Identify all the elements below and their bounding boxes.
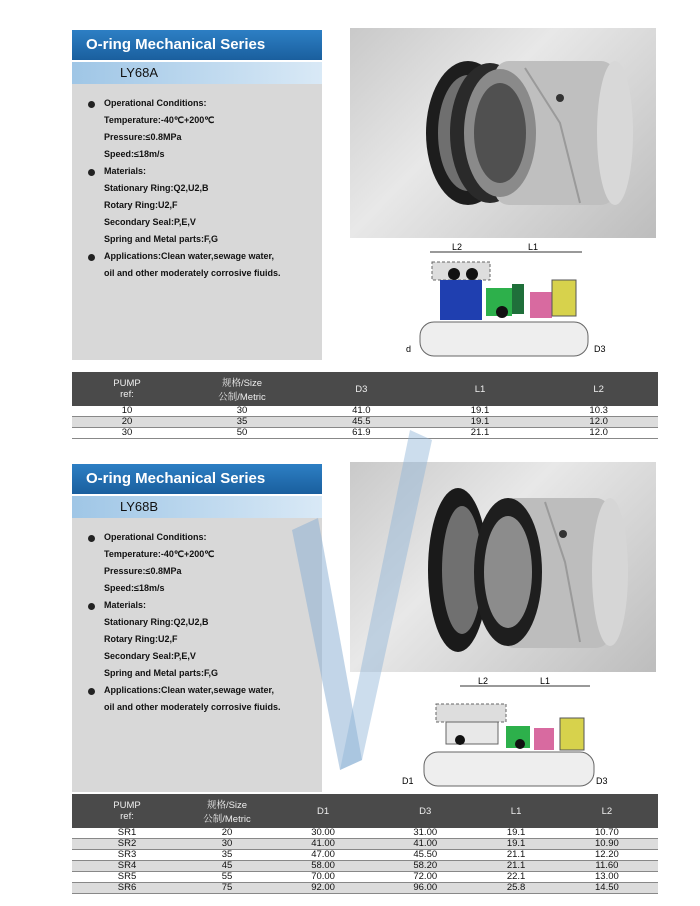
cell: 20: [72, 417, 182, 428]
section-a-model: LY68A: [120, 65, 159, 80]
cell: 14.50: [556, 883, 658, 894]
cell: 30: [182, 839, 272, 850]
th-size-metric: 公制/Metric: [218, 392, 266, 403]
bullet-icon: [88, 688, 95, 695]
cell: SR3: [72, 850, 182, 861]
section-b-spec-box: [72, 518, 322, 792]
cell: SR1: [72, 828, 182, 839]
table-row: [72, 850, 658, 861]
seal-photo-b: [350, 462, 656, 672]
th-l1: L1: [421, 372, 540, 406]
th-pump-label: PUMP: [113, 800, 141, 811]
seal-photo-a: [350, 28, 656, 238]
applications: Applications:Clean water,sewage water,: [104, 251, 275, 261]
th-pump-ref: ref:: [120, 811, 134, 822]
th-size-metric: 公制/Metric: [203, 814, 251, 825]
cell: 10.70: [556, 828, 658, 839]
secondary-seal: Secondary Seal:P,E,V: [104, 217, 196, 227]
cell: 75: [182, 883, 272, 894]
table-row: [72, 428, 658, 439]
cell: 58.00: [272, 861, 374, 872]
th-l1: L1: [476, 794, 555, 828]
section-a-title-bar: [72, 30, 322, 60]
section-b-model-bar: [72, 496, 322, 518]
cell: 45.5: [302, 417, 421, 428]
cell: 45: [182, 861, 272, 872]
cell: 92.00: [272, 883, 374, 894]
cell: 50: [182, 428, 302, 439]
cell: 30.00: [272, 828, 374, 839]
table-row: [72, 828, 658, 839]
cell: 45.50: [374, 850, 476, 861]
cell: 13.00: [556, 872, 658, 883]
th-pump-ref: ref:: [120, 389, 134, 400]
rotary-ring: Rotary Ring:U2,F: [104, 634, 178, 644]
seal-illustration-a: [350, 28, 656, 238]
section-a-model-bar: [72, 62, 322, 84]
th-size-label: 规格/Size: [206, 800, 248, 811]
bullet-icon: [88, 535, 95, 542]
cell: SR4: [72, 861, 182, 872]
rotary-ring: Rotary Ring:U2,F: [104, 200, 178, 210]
cell: 19.1: [421, 417, 540, 428]
bullet-icon: [88, 254, 95, 261]
cell: 20: [182, 828, 272, 839]
th-l2: L2: [556, 794, 658, 828]
diagram-b-d3: D3: [596, 776, 608, 786]
cell: 25.8: [476, 883, 555, 894]
cell: 19.1: [421, 406, 540, 417]
cell: 21.1: [476, 850, 555, 861]
temperature: Temperature:-40℃+200℃: [104, 549, 215, 559]
cell: 22.1: [476, 872, 555, 883]
diagram-a-d: d: [406, 344, 412, 354]
temperature: Temperature:-40℃+200℃: [104, 115, 215, 125]
applications-cont: oil and other moderately corrosive fiuids.: [104, 268, 281, 278]
cell: 10: [72, 406, 182, 417]
cell: 12.0: [539, 428, 658, 439]
cell: 35: [182, 417, 302, 428]
table-row: [72, 861, 658, 872]
th-size: [182, 794, 272, 828]
pressure: Pressure:≤0.8MPa: [104, 566, 182, 576]
cell: 10.90: [556, 839, 658, 850]
th-l2: L2: [539, 372, 658, 406]
spec-table-a: [72, 372, 658, 439]
cell: 30: [182, 406, 302, 417]
th-size-label: 规格/Size: [221, 378, 263, 389]
materials-heading: Materials:: [104, 166, 147, 176]
cell: 47.00: [272, 850, 374, 861]
cell: 11.60: [556, 861, 658, 872]
diagram-b-d1: D1: [402, 776, 414, 786]
th-size: [182, 372, 302, 406]
diagram-b-l1: L1: [540, 676, 551, 686]
cell: 41.00: [374, 839, 476, 850]
bullet-icon: [88, 603, 95, 610]
cell: 19.1: [476, 839, 555, 850]
secondary-seal: Secondary Seal:P,E,V: [104, 651, 196, 661]
table-row: [72, 883, 658, 894]
applications-cont: oil and other moderately corrosive fiuids.: [104, 702, 281, 712]
diagram-a-d3: D3: [594, 344, 606, 354]
cell: 72.00: [374, 872, 476, 883]
diagram-a-l2: L2: [452, 242, 463, 252]
cell: 96.00: [374, 883, 476, 894]
cell: 10.3: [539, 406, 658, 417]
speed: Speed:≤18m/s: [104, 149, 165, 159]
cell: SR2: [72, 839, 182, 850]
pressure: Pressure:≤0.8MPa: [104, 132, 182, 142]
cell: 61.9: [302, 428, 421, 439]
cell: 41.0: [302, 406, 421, 417]
th-pump-label: PUMP: [113, 378, 141, 389]
spring-metal: Spring and Metal parts:F,G: [104, 668, 219, 678]
cell: 21.1: [476, 861, 555, 872]
cell: 12.20: [556, 850, 658, 861]
seal-diagram-b: [402, 674, 610, 799]
seal-illustration-b: [350, 462, 656, 672]
op-heading: Operational Conditions:: [104, 532, 207, 542]
op-heading: Operational Conditions:: [104, 98, 207, 108]
stationary-ring: Stationary Ring:Q2,U2,B: [104, 617, 209, 627]
cell: 58.20: [374, 861, 476, 872]
diagram-a-l1: L1: [528, 242, 539, 252]
th-d3: D3: [374, 794, 476, 828]
seal-diagram-a: [406, 240, 610, 375]
bullet-icon: [88, 169, 95, 176]
section-a-spec-box: [72, 84, 322, 360]
spring-metal: Spring and Metal parts:F,G: [104, 234, 219, 244]
section-b-title: O-ring Mechanical Series: [86, 470, 266, 487]
stationary-ring: Stationary Ring:Q2,U2,B: [104, 183, 209, 193]
cell: 35: [182, 850, 272, 861]
speed: Speed:≤18m/s: [104, 583, 165, 593]
cell: 30: [72, 428, 182, 439]
table-row: [72, 839, 658, 850]
th-pump: [72, 794, 182, 828]
table-row: [72, 406, 658, 417]
cell: 41.00: [272, 839, 374, 850]
cell: 21.1: [421, 428, 540, 439]
cell: SR6: [72, 883, 182, 894]
cell: 12.0: [539, 417, 658, 428]
section-a-title: O-ring Mechanical Series: [86, 36, 266, 53]
diagram-b-l2: L2: [478, 676, 489, 686]
spec-table-b: [72, 794, 658, 894]
cell: 19.1: [476, 828, 555, 839]
materials-heading: Materials:: [104, 600, 147, 610]
cell: SR5: [72, 872, 182, 883]
table-row: [72, 417, 658, 428]
cell: 31.00: [374, 828, 476, 839]
th-pump: [72, 372, 182, 406]
cell: 55: [182, 872, 272, 883]
th-d3: D3: [302, 372, 421, 406]
table-row: [72, 872, 658, 883]
cell: 70.00: [272, 872, 374, 883]
bullet-icon: [88, 101, 95, 108]
section-b-title-bar: [72, 464, 322, 494]
th-d1: D1: [272, 794, 374, 828]
section-b-model: LY68B: [120, 499, 159, 514]
applications: Applications:Clean water,sewage water,: [104, 685, 275, 695]
